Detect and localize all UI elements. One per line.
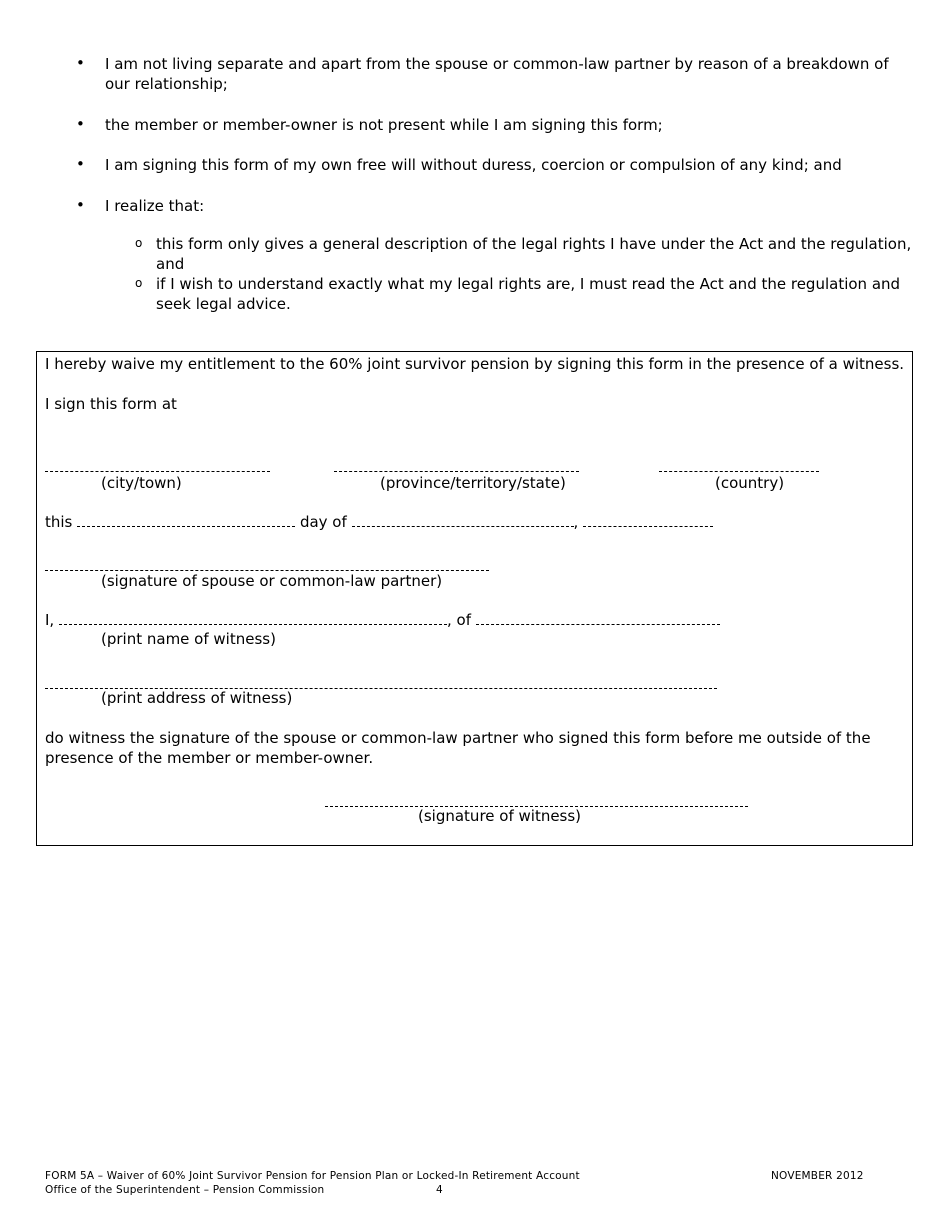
bullet-icon: • xyxy=(76,115,85,133)
year-field[interactable] xyxy=(583,512,713,527)
month-field[interactable] xyxy=(352,512,574,527)
witness-location-field[interactable] xyxy=(476,610,720,625)
bullet-icon: • xyxy=(76,54,85,72)
i-prefix: I, xyxy=(45,611,55,629)
bullet-text: the member or member-owner is not present while I am signing this form; xyxy=(105,116,663,134)
city-label: (city/town) xyxy=(101,474,182,492)
page-number: 4 xyxy=(436,1184,443,1196)
footer-office: Office of the Superintendent – Pension Commission xyxy=(45,1184,325,1196)
footer-form-title: FORM 5A – Waiver of 60% Joint Survivor Pension for Pension Plan or Locked-In Retirement Account xyxy=(45,1170,580,1182)
this-text: this xyxy=(45,513,73,531)
witness-name-field[interactable] xyxy=(59,610,447,625)
witness-statement: do witness the signature of the spouse or common-law partner who signed this form before me outside of the presence of the member or member-owner. xyxy=(45,729,871,767)
bullet-icon: • xyxy=(76,196,85,214)
waiver-box xyxy=(36,351,913,846)
bullet-text: I realize that: xyxy=(105,197,205,215)
waiver-statement: I hereby waive my entitlement to the 60% joint survivor pension by signing this form in the presence of a witness. xyxy=(45,355,905,373)
bullet-text: I am signing this form of my own free will without duress, coercion or compulsion of any kind; and xyxy=(105,156,842,174)
bullet-text: I am not living separate and apart from the spouse or common-law partner by reason of a breakdown of our relationship; xyxy=(105,55,889,93)
sub-bullet-text: if I wish to understand exactly what my legal rights are, I must read the Act and the regulation and seek legal advice. xyxy=(156,275,901,313)
day-field[interactable] xyxy=(77,512,295,527)
date-line xyxy=(45,512,713,531)
sign-at-text: I sign this form at xyxy=(45,395,177,413)
spouse-signature-label: (signature of spouse or common-law partner) xyxy=(101,572,443,590)
bullet-icon: • xyxy=(76,155,85,173)
country-label: (country) xyxy=(715,474,785,492)
witness-name-label: (print name of witness) xyxy=(101,630,276,648)
witness-address-label: (print address of witness) xyxy=(101,689,293,707)
sub-bullet-text: this form only gives a general description of the legal rights I have under the Act and the regulation, and xyxy=(156,235,912,273)
comma-text: , xyxy=(573,513,579,531)
of-text: , of xyxy=(446,611,471,629)
footer-date: NOVEMBER 2012 xyxy=(771,1170,864,1182)
witness-name-line xyxy=(45,610,720,629)
circle-bullet-icon: o xyxy=(135,276,143,290)
circle-bullet-icon: o xyxy=(135,236,143,250)
witness-signature-label: (signature of witness) xyxy=(418,807,582,825)
province-label: (province/territory/state) xyxy=(380,474,566,492)
day-of-text: day of xyxy=(299,513,347,531)
